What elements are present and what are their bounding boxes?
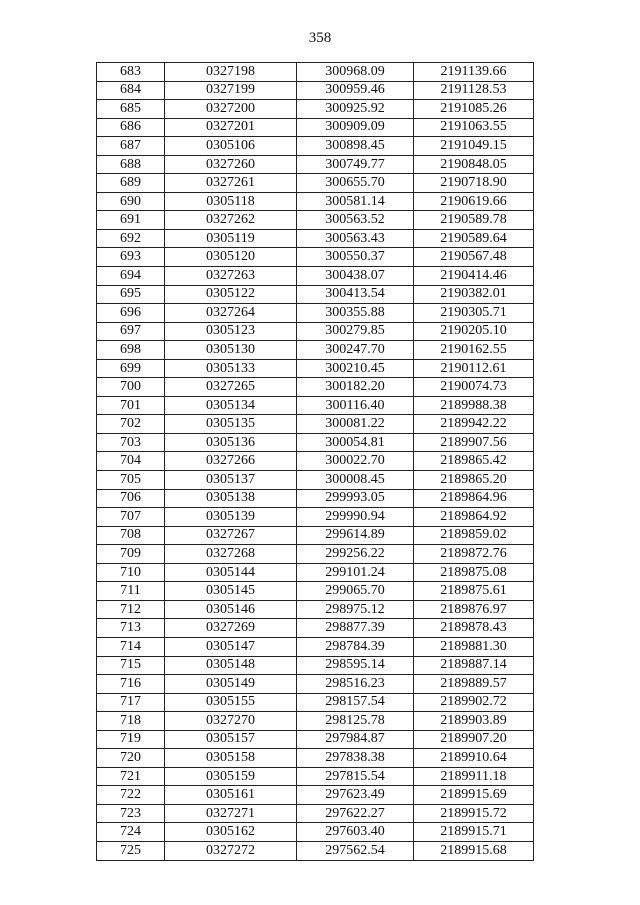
table-row — [97, 712, 534, 731]
point-id-cell: 0305155 — [165, 693, 297, 712]
point-id-cell: 0327201 — [165, 118, 297, 137]
y-coordinate-cell: 2189903.89 — [414, 712, 534, 731]
point-id-cell: 0305118 — [165, 192, 297, 211]
table-row — [97, 471, 534, 490]
row-index-cell: 722 — [97, 786, 165, 805]
point-id-cell: 0327271 — [165, 804, 297, 823]
point-id-cell: 0305106 — [165, 137, 297, 156]
y-coordinate-cell: 2189887.14 — [414, 656, 534, 675]
y-coordinate-cell: 2189889.57 — [414, 675, 534, 694]
table-row — [97, 322, 534, 341]
row-index-cell: 697 — [97, 322, 165, 341]
x-coordinate-cell: 299256.22 — [297, 545, 414, 564]
point-id-cell: 0327268 — [165, 545, 297, 564]
y-coordinate-cell: 2189878.43 — [414, 619, 534, 638]
row-index-cell: 694 — [97, 267, 165, 286]
table-row — [97, 81, 534, 100]
y-coordinate-cell: 2190112.61 — [414, 359, 534, 378]
table-row — [97, 619, 534, 638]
x-coordinate-cell: 300563.52 — [297, 211, 414, 230]
point-id-cell: 0305122 — [165, 285, 297, 304]
point-id-cell: 0305158 — [165, 749, 297, 768]
y-coordinate-cell: 2190074.73 — [414, 378, 534, 397]
table-row — [97, 285, 534, 304]
x-coordinate-cell: 297984.87 — [297, 730, 414, 749]
x-coordinate-cell: 300054.81 — [297, 433, 414, 452]
point-id-cell: 0305147 — [165, 637, 297, 656]
table-row — [97, 600, 534, 619]
row-index-cell: 692 — [97, 229, 165, 248]
y-coordinate-cell: 2189902.72 — [414, 693, 534, 712]
point-id-cell: 0305138 — [165, 489, 297, 508]
x-coordinate-cell: 297622.27 — [297, 804, 414, 823]
x-coordinate-cell: 300909.09 — [297, 118, 414, 137]
page-number: 358 — [308, 30, 332, 46]
point-id-cell: 0327200 — [165, 100, 297, 119]
x-coordinate-cell: 300210.45 — [297, 359, 414, 378]
point-id-cell: 0327264 — [165, 304, 297, 323]
point-id-cell: 0305146 — [165, 600, 297, 619]
point-id-cell: 0327269 — [165, 619, 297, 638]
point-id-cell: 0327261 — [165, 174, 297, 193]
point-id-cell: 0327265 — [165, 378, 297, 397]
table-row — [97, 675, 534, 694]
table-row — [97, 155, 534, 174]
x-coordinate-cell: 300655.70 — [297, 174, 414, 193]
x-coordinate-cell: 300959.46 — [297, 81, 414, 100]
table-row — [97, 137, 534, 156]
table-row — [97, 563, 534, 582]
point-id-cell: 0305119 — [165, 229, 297, 248]
x-coordinate-cell: 299993.05 — [297, 489, 414, 508]
point-id-cell: 0305144 — [165, 563, 297, 582]
y-coordinate-cell: 2191139.66 — [414, 63, 534, 82]
point-id-cell: 0305134 — [165, 396, 297, 415]
y-coordinate-cell: 2189864.92 — [414, 508, 534, 527]
table-row — [97, 415, 534, 434]
row-index-cell: 720 — [97, 749, 165, 768]
y-coordinate-cell: 2189875.08 — [414, 563, 534, 582]
y-coordinate-cell: 2189876.97 — [414, 600, 534, 619]
table-row — [97, 304, 534, 323]
row-index-cell: 724 — [97, 823, 165, 842]
point-id-cell: 0327198 — [165, 63, 297, 82]
row-index-cell: 725 — [97, 841, 165, 860]
table-row — [97, 656, 534, 675]
point-id-cell: 0305136 — [165, 433, 297, 452]
table-row — [97, 452, 534, 471]
x-coordinate-cell: 300355.88 — [297, 304, 414, 323]
table-row — [97, 508, 534, 527]
row-index-cell: 695 — [97, 285, 165, 304]
point-id-cell: 0327260 — [165, 155, 297, 174]
row-index-cell: 685 — [97, 100, 165, 119]
row-index-cell: 710 — [97, 563, 165, 582]
y-coordinate-cell: 2189881.30 — [414, 637, 534, 656]
point-id-cell: 0305133 — [165, 359, 297, 378]
y-coordinate-cell: 2189872.76 — [414, 545, 534, 564]
y-coordinate-cell: 2190567.48 — [414, 248, 534, 267]
row-index-cell: 700 — [97, 378, 165, 397]
y-coordinate-cell: 2189915.71 — [414, 823, 534, 842]
point-id-cell: 0327266 — [165, 452, 297, 471]
x-coordinate-cell: 300182.20 — [297, 378, 414, 397]
table-row — [97, 637, 534, 656]
row-index-cell: 683 — [97, 63, 165, 82]
coordinates-table-body — [97, 63, 534, 861]
row-index-cell: 705 — [97, 471, 165, 490]
point-id-cell: 0305139 — [165, 508, 297, 527]
y-coordinate-cell: 2190848.05 — [414, 155, 534, 174]
x-coordinate-cell: 297562.54 — [297, 841, 414, 860]
row-index-cell: 687 — [97, 137, 165, 156]
row-index-cell: 698 — [97, 341, 165, 360]
row-index-cell: 714 — [97, 637, 165, 656]
x-coordinate-cell: 300898.45 — [297, 137, 414, 156]
x-coordinate-cell: 300413.54 — [297, 285, 414, 304]
y-coordinate-cell: 2189865.20 — [414, 471, 534, 490]
x-coordinate-cell: 297838.38 — [297, 749, 414, 768]
x-coordinate-cell: 300563.43 — [297, 229, 414, 248]
table-row — [97, 730, 534, 749]
row-index-cell: 688 — [97, 155, 165, 174]
table-row — [97, 118, 534, 137]
point-id-cell: 0305148 — [165, 656, 297, 675]
point-id-cell: 0305137 — [165, 471, 297, 490]
table-row — [97, 100, 534, 119]
y-coordinate-cell: 2189864.96 — [414, 489, 534, 508]
row-index-cell: 686 — [97, 118, 165, 137]
table-row — [97, 841, 534, 860]
table-row — [97, 359, 534, 378]
y-coordinate-cell: 2191049.15 — [414, 137, 534, 156]
y-coordinate-cell: 2190305.71 — [414, 304, 534, 323]
y-coordinate-cell: 2189907.56 — [414, 433, 534, 452]
row-index-cell: 689 — [97, 174, 165, 193]
point-id-cell: 0305149 — [165, 675, 297, 694]
table-row — [97, 545, 534, 564]
table-row — [97, 489, 534, 508]
table-row — [97, 229, 534, 248]
x-coordinate-cell: 300550.37 — [297, 248, 414, 267]
y-coordinate-cell: 2190589.64 — [414, 229, 534, 248]
table-row — [97, 786, 534, 805]
row-index-cell: 723 — [97, 804, 165, 823]
row-index-cell: 701 — [97, 396, 165, 415]
table-row — [97, 248, 534, 267]
y-coordinate-cell: 2190382.01 — [414, 285, 534, 304]
table-row — [97, 823, 534, 842]
row-index-cell: 721 — [97, 767, 165, 786]
point-id-cell: 0305159 — [165, 767, 297, 786]
x-coordinate-cell: 297623.49 — [297, 786, 414, 805]
point-id-cell: 0327263 — [165, 267, 297, 286]
x-coordinate-cell: 300279.85 — [297, 322, 414, 341]
y-coordinate-cell: 2189910.64 — [414, 749, 534, 768]
row-index-cell: 707 — [97, 508, 165, 527]
x-coordinate-cell: 299614.89 — [297, 526, 414, 545]
x-coordinate-cell: 299990.94 — [297, 508, 414, 527]
y-coordinate-cell: 2190205.10 — [414, 322, 534, 341]
row-index-cell: 691 — [97, 211, 165, 230]
point-id-cell: 0327270 — [165, 712, 297, 731]
row-index-cell: 704 — [97, 452, 165, 471]
table-row — [97, 804, 534, 823]
y-coordinate-cell: 2189865.42 — [414, 452, 534, 471]
row-index-cell: 717 — [97, 693, 165, 712]
row-index-cell: 712 — [97, 600, 165, 619]
x-coordinate-cell: 298877.39 — [297, 619, 414, 638]
x-coordinate-cell: 298157.54 — [297, 693, 414, 712]
y-coordinate-cell: 2191128.53 — [414, 81, 534, 100]
y-coordinate-cell: 2189911.18 — [414, 767, 534, 786]
x-coordinate-cell: 299101.24 — [297, 563, 414, 582]
y-coordinate-cell: 2190589.78 — [414, 211, 534, 230]
y-coordinate-cell: 2189942.22 — [414, 415, 534, 434]
row-index-cell: 708 — [97, 526, 165, 545]
row-index-cell: 715 — [97, 656, 165, 675]
y-coordinate-cell: 2189915.69 — [414, 786, 534, 805]
y-coordinate-cell: 2191085.26 — [414, 100, 534, 119]
point-id-cell: 0305145 — [165, 582, 297, 601]
row-index-cell: 703 — [97, 433, 165, 452]
coordinates-table — [96, 62, 534, 861]
x-coordinate-cell: 300968.09 — [297, 63, 414, 82]
table-row — [97, 693, 534, 712]
y-coordinate-cell: 2189988.38 — [414, 396, 534, 415]
point-id-cell: 0327262 — [165, 211, 297, 230]
x-coordinate-cell: 300022.70 — [297, 452, 414, 471]
point-id-cell: 0327267 — [165, 526, 297, 545]
x-coordinate-cell: 300925.92 — [297, 100, 414, 119]
x-coordinate-cell: 298975.12 — [297, 600, 414, 619]
row-index-cell: 706 — [97, 489, 165, 508]
point-id-cell: 0305161 — [165, 786, 297, 805]
x-coordinate-cell: 297815.54 — [297, 767, 414, 786]
y-coordinate-cell: 2190718.90 — [414, 174, 534, 193]
x-coordinate-cell: 298516.23 — [297, 675, 414, 694]
row-index-cell: 716 — [97, 675, 165, 694]
table-row — [97, 396, 534, 415]
x-coordinate-cell: 300247.70 — [297, 341, 414, 360]
row-index-cell: 696 — [97, 304, 165, 323]
row-index-cell: 719 — [97, 730, 165, 749]
row-index-cell: 702 — [97, 415, 165, 434]
table-row — [97, 267, 534, 286]
x-coordinate-cell: 300008.45 — [297, 471, 414, 490]
row-index-cell: 693 — [97, 248, 165, 267]
y-coordinate-cell: 2189907.20 — [414, 730, 534, 749]
x-coordinate-cell: 298784.39 — [297, 637, 414, 656]
row-index-cell: 699 — [97, 359, 165, 378]
y-coordinate-cell: 2190162.55 — [414, 341, 534, 360]
y-coordinate-cell: 2189915.72 — [414, 804, 534, 823]
row-index-cell: 713 — [97, 619, 165, 638]
row-index-cell: 711 — [97, 582, 165, 601]
x-coordinate-cell: 300081.22 — [297, 415, 414, 434]
x-coordinate-cell: 300116.40 — [297, 396, 414, 415]
x-coordinate-cell: 298595.14 — [297, 656, 414, 675]
x-coordinate-cell: 298125.78 — [297, 712, 414, 731]
point-id-cell: 0305135 — [165, 415, 297, 434]
y-coordinate-cell: 2189859.02 — [414, 526, 534, 545]
x-coordinate-cell: 300749.77 — [297, 155, 414, 174]
point-id-cell: 0327272 — [165, 841, 297, 860]
row-index-cell: 684 — [97, 81, 165, 100]
table-row — [97, 767, 534, 786]
point-id-cell: 0305123 — [165, 322, 297, 341]
table-row — [97, 63, 534, 82]
point-id-cell: 0305130 — [165, 341, 297, 360]
row-index-cell: 718 — [97, 712, 165, 731]
table-row — [97, 211, 534, 230]
point-id-cell: 0305120 — [165, 248, 297, 267]
y-coordinate-cell: 2189875.61 — [414, 582, 534, 601]
point-id-cell: 0305157 — [165, 730, 297, 749]
point-id-cell: 0327199 — [165, 81, 297, 100]
table-row — [97, 582, 534, 601]
table-row — [97, 526, 534, 545]
table-row — [97, 174, 534, 193]
row-index-cell: 709 — [97, 545, 165, 564]
table-row — [97, 433, 534, 452]
x-coordinate-cell: 297603.40 — [297, 823, 414, 842]
y-coordinate-cell: 2189915.68 — [414, 841, 534, 860]
y-coordinate-cell: 2190414.46 — [414, 267, 534, 286]
x-coordinate-cell: 299065.70 — [297, 582, 414, 601]
x-coordinate-cell: 300581.14 — [297, 192, 414, 211]
x-coordinate-cell: 300438.07 — [297, 267, 414, 286]
table-row — [97, 749, 534, 768]
y-coordinate-cell: 2190619.66 — [414, 192, 534, 211]
y-coordinate-cell: 2191063.55 — [414, 118, 534, 137]
table-row — [97, 378, 534, 397]
table-row — [97, 192, 534, 211]
table-row — [97, 341, 534, 360]
point-id-cell: 0305162 — [165, 823, 297, 842]
row-index-cell: 690 — [97, 192, 165, 211]
